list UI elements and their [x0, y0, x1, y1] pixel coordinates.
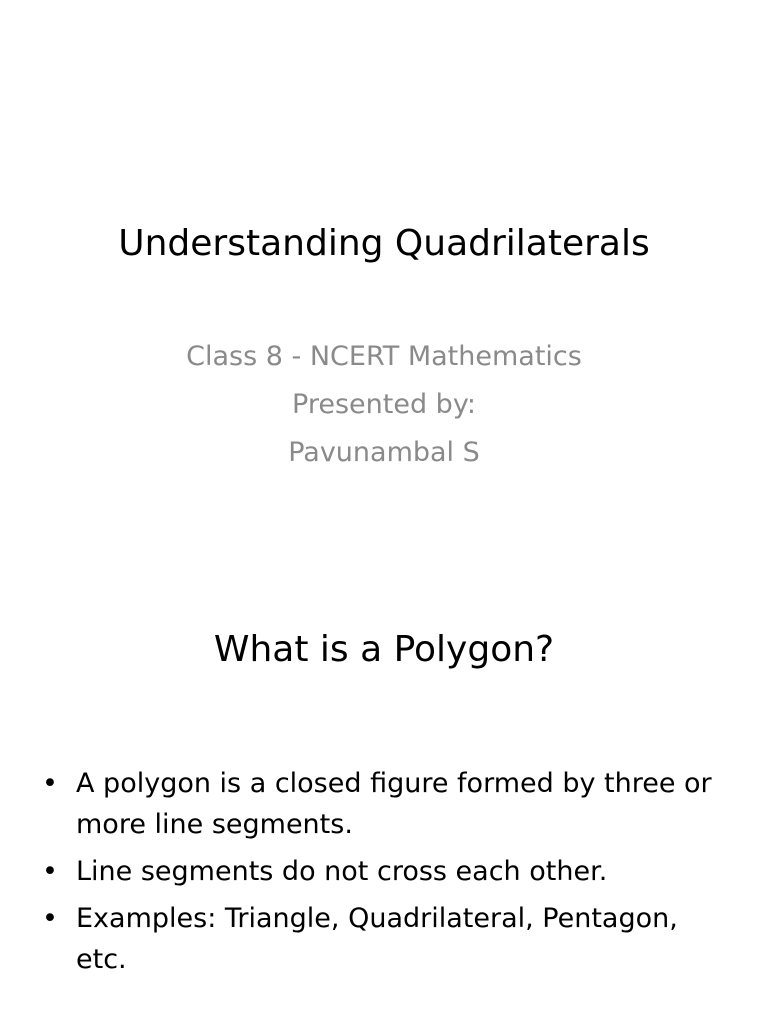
bullet-text: A polygon is a closed figure formed by three or more line segments. — [76, 768, 712, 840]
content-slide — [0, 512, 768, 1024]
bullet-text: Line segments do not cross each other. — [76, 856, 608, 887]
bullet-text: Examples: Triangle, Quadrilateral, Pentagon, etc. — [76, 903, 678, 975]
bullet-icon: • — [42, 856, 58, 887]
subtitle-line-presenter-name: Pavunambal S — [288, 437, 480, 468]
bullet-item — [42, 763, 732, 845]
slide-title: Understanding Quadrilaterals — [118, 223, 650, 264]
bullet-item — [42, 898, 732, 980]
subtitle-line-presented-by: Presented by: — [292, 389, 476, 420]
slide-title: What is a Polygon? — [213, 629, 555, 670]
bullet-icon: • — [42, 768, 58, 799]
bullet-item — [42, 851, 732, 892]
slide-subtitle — [0, 333, 768, 477]
subtitle-line-class: Class 8 - NCERT Mathematics — [186, 341, 582, 372]
bullet-list — [42, 763, 732, 986]
bullet-icon: • — [42, 903, 58, 934]
